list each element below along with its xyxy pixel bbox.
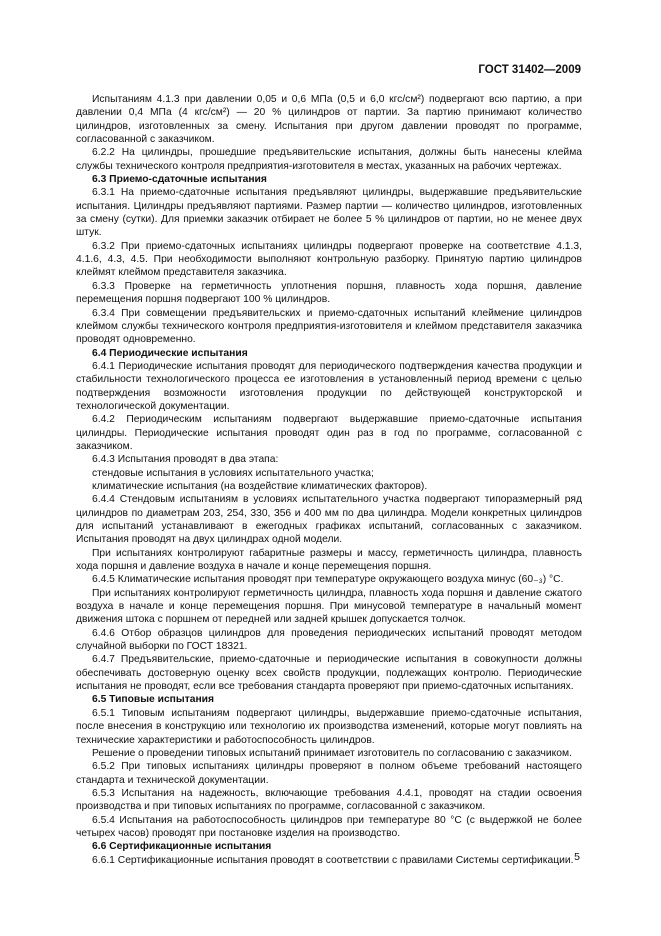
section-heading: 6.5 Типовые испытания [92,694,215,706]
paragraph: 6.6.1 Сертификационные испытания проводят в соответствии с правилами Системы сертификации. [92,854,574,866]
paragraph: 6.3.1 На приемо-сдаточные испытания предъявляют цилиндры, выдержавшие предъявительские испытания. Цилиндры предъявляют партиями. Размер партии — количество цилиндров, изготовленных за смену (сутки). Для приемки заказчик отбирает не более 5 % цилиндров от партии, но не менее двух штук. [76,187,582,239]
paragraph: 6.4.3 Испытания проводят в два этапа: [92,454,279,466]
section-heading: 6.4 Периодические испытания [92,347,248,359]
paragraph: При испытаниях контролируют герметичность цилиндра, плавность хода поршня и давление сжатого воздуха в начале и конце перемещения поршня. При минусовой температуре в начальный момент движения штока с поршнем от передней или задней крышек допускается толчок. [76,587,582,626]
paragraph: стендовые испытания в условиях испытательного участка; [92,467,374,479]
paragraph: 6.4.4 Стендовым испытаниям в условиях испытательного участка подвергают типоразмерный ряд цилиндров по диаметрам 203, 254, 330, 356 и 400 мм по два цилиндра. Модели конкретных цилиндров для испытаний устанавливают в ежегодных графиках испытаний, согласованных с заказчиком. Испытания проводят на двух цилиндрах одной модели. [76,494,582,546]
document-body [76,93,582,867]
section-heading: 6.6 Сертификационные испытания [92,841,272,853]
section-heading: 6.3 Приемо-сдаточные испытания [92,174,267,186]
paragraph: 6.5.2 При типовых испытаниях цилиндры проверяют в полном объеме требований настоящего стандарта и технической документации. [76,761,582,786]
paragraph: 6.5.3 Испытания на надежность, включающие требования 4.4.1, проводят на стадии освоения производства и при типовых испытаниях по программе, согласованной с заказчиком. [76,787,582,813]
paragraph: 6.5.1 Типовым испытаниям подвергают цилиндры, выдержавшие приемо-сдаточные испытания, после внесения в конструкцию или технологию их производства изменений, которые могут повлиять на технические характеристики и работоспособность цилиндров. [76,707,582,746]
paragraph: Испытаниям 4.1.3 при давлении 0,05 и 0,6 МПа (0,5 и 6,0 кгс/см²) подвергают всю партию, а при давлении 0,4 МПа (4 кгс/см²) — 20 % цилиндров от партии. За партию принимают количество цилиндров, изготовленных за смену. Испытания при другом давлении проводят по программе, согласованной с заказчиком. [76,94,582,146]
paragraph: При испытаниях контролируют габаритные размеры и массу, герметичность цилиндра, плавность хода поршня и давление воздуха в начале и конце перемещения поршня. [76,547,582,573]
paragraph: 6.4.1 Периодические испытания проводят для периодического подтверждения качества продукции и стабильности технологического процесса ее изготовления в установленный период времени с целью подтверждения возможности изготовления продукции по действующей конструкторской и технологической документации. [76,360,582,412]
paragraph: 6.3.4 При совмещении предъявительских и приемо-сдаточных испытаний клеймение цилиндров клеймом службы технического контроля предприятия-изготовителя и клеймом представителя заказчика проводят одновременно. [76,307,582,346]
paragraph: Решение о проведении типовых испытаний принимает изготовитель по согласованию с заказчиком. [92,747,572,759]
paragraph: 6.5.4 Испытания на работоспособность цилиндров при температуре 80 °С (с выдержкой не более четырех часов) проводят при постановке изделия на производство. [76,814,582,839]
paragraph: климатические испытания (на воздействие климатических факторов). [92,480,428,492]
paragraph: 6.4.6 Отбор образцов цилиндров для проведения периодических испытаний проводят методом случайной выборки по ГОСТ 18321. [76,627,582,653]
paragraph: 6.4.2 Периодическим испытаниям подвергают выдержавшие приемо-сдаточные испытания цилиндры. Периодические испытания проводят один раз в год по программе, согласованной с заказчиком. [76,414,582,452]
paragraph: 6.4.5 Климатические испытания проводят при температуре окружающего воздуха минус (60₋₃) °С. [92,574,564,586]
paragraph: 6.2.2 На цилиндры, прошедшие предъявительские испытания, должны быть нанесены клейма службы технического контроля предприятия-изготовителя в местах, указанных на рабочих чертежах. [76,147,582,172]
page-number: 5 [574,851,580,863]
document-id: ГОСТ 31402—2009 [478,64,581,76]
paragraph: 6.4.7 Предъявительские, приемо-сдаточные и периодические испытания в совокупности должны обеспечивать достоверную оценку всех свойств продукции, подлежащих контролю. Периодические испытания не проводят, если все требования стандарта проверяют при приемо-сдаточных испытаниях. [76,654,582,693]
paragraph: 6.3.3 Проверке на герметичность уплотнения поршня, плавность хода поршня, давление перемещения поршня подвергают 100 % цилиндров. [76,280,582,306]
paragraph: 6.3.2 При приемо-сдаточных испытаниях цилиндры подвергают проверке на соответствие 4.1.3, 4.1.6, 4.3, 4.5. При необходимости выполняют контрольную разборку. Принятую партию цилиндров клеймят клеймом представителя заказчика. [76,240,582,279]
